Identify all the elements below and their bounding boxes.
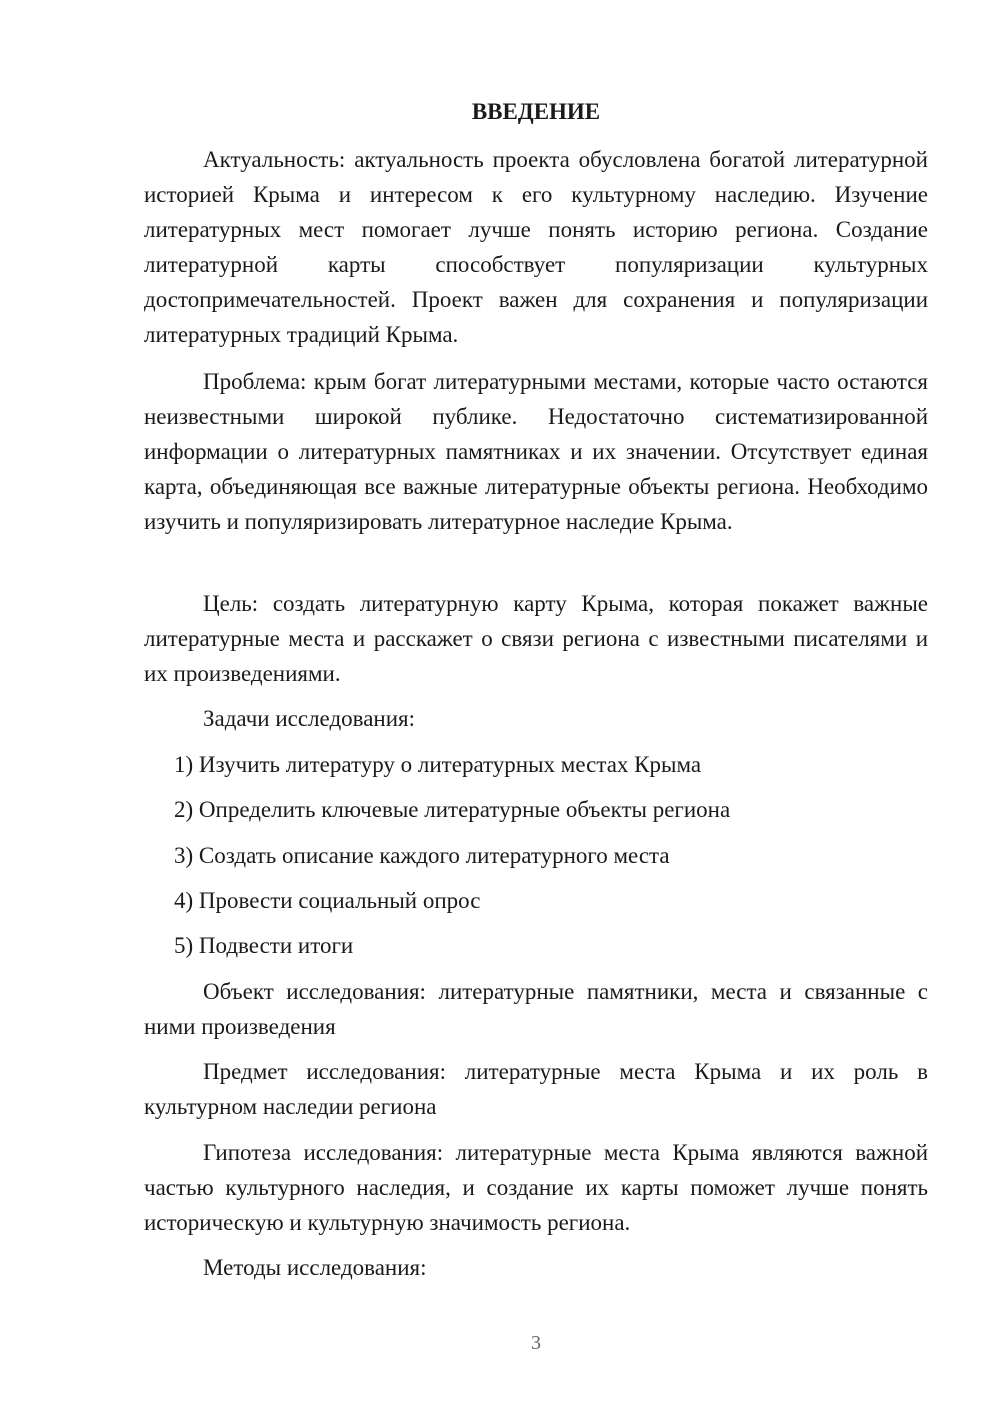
page-number: 3 xyxy=(531,1332,541,1354)
paragraph-hypothesis: Гипотеза исследования: литературные места Крыма являются важной частью культурного наследия, и создание их карты поможет лучше понять историческую и культурную значимость региона. xyxy=(144,1140,928,1235)
paragraph-subject: Предмет исследования: литературные места Крыма и их роль в культурном наследии региона xyxy=(144,1059,928,1119)
paragraph-problem: Проблема: крым богат литературными местами, которые часто остаются неизвестными широкой публике. Недостаточно систематизированной информации о литературных памятниках и их значении. Отсутствует единая карта, объединяющая все важные литературные объекты региона. Необходимо изучить и популяризировать литературное наследие Крыма. xyxy=(144,369,928,534)
paragraph-goal: Цель: создать литературную карту Крыма, которая покажет важные литературные места и расскажет о связи региона с известными писателями и их произведениями. xyxy=(144,591,928,686)
section-title: ВВЕДЕНИЕ xyxy=(471,99,601,124)
methods-heading: Методы исследования: xyxy=(203,1255,427,1280)
task-item-3: 3) Создать описание каждого литературного места xyxy=(174,843,670,868)
paragraph-relevance: Актуальность: актуальность проекта обусловлена богатой литературной историей Крыма и интересом к его культурному наследию. Изучение литературных мест помогает лучше понять историю региона. Создание литературной карты способствует популяризации культурных достопримечательностей. Проект важен для сохранения и популяризации литературных традиций Крыма. xyxy=(144,147,928,347)
task-item-1: 1) Изучить литературу о литературных местах Крыма xyxy=(174,752,702,777)
paragraph-object: Объект исследования: литературные памятники, места и связанные с ними произведения xyxy=(144,979,928,1039)
task-item-2: 2) Определить ключевые литературные объекты региона xyxy=(174,797,731,822)
tasks-heading: Задачи исследования: xyxy=(203,706,416,731)
task-item-4: 4) Провести социальный опрос xyxy=(174,888,481,913)
task-item-5: 5) Подвести итоги xyxy=(174,933,354,958)
